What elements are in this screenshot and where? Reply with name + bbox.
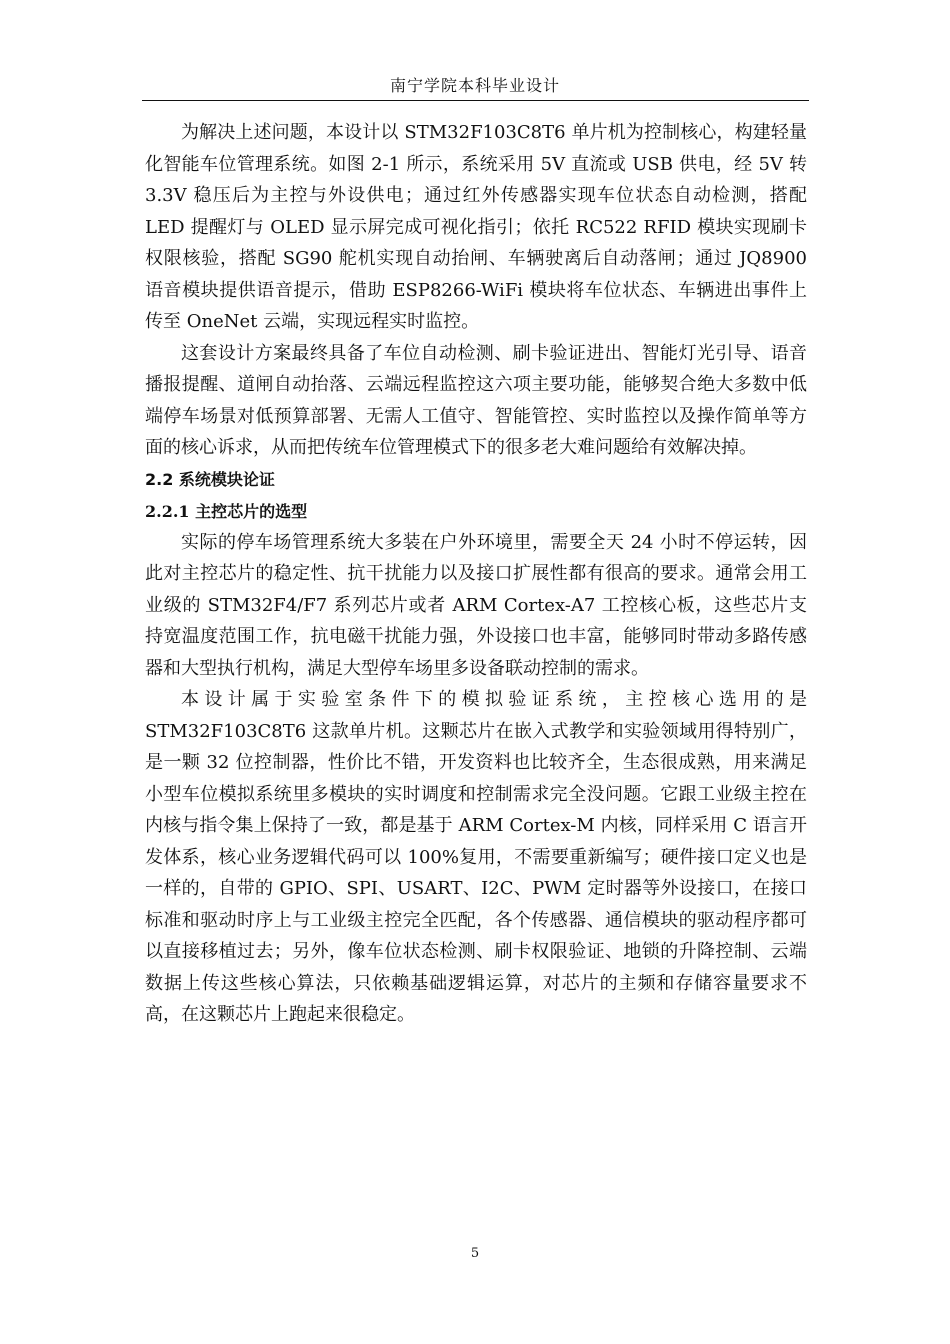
paragraph-system-overview: 为解决上述问题，本设计以 STM32F103C8T6 单片机为控制核心，构建轻量化智能车位管理系统。如图 2-1 所示，系统采用 5V 直流或 USB 供电，经 5V 转 3.3V 稳压后为主控与外设供电；通过红外传感器实现车位状态自动检测，搭配 LED 提醒灯与 OLED 显示屏完成可视化指引；依托 RC522 RFID 模块实现刷卡权限核验，搭配 SG90 舵机实现自动抬闸、车辆驶离后自动落闸；通过 JQ8900 语音模块提供语音提示，借助 ESP8266-WiFi 模块将车位状态、车辆进出事件上传至 OneNet 云端，实现远程实时监控。 [145, 122, 807, 332]
page-header-title: 南宁学院本科毕业设计 [389, 76, 560, 95]
document-body [145, 117, 807, 1031]
paragraph-function-summary: 这套设计方案最终具备了车位自动检测、刷卡验证进出、智能灯光引导、语音播报提醒、道闸自动抬落、云端远程监控这六项主要功能，能够契合绝大多数中低端停车场景对低预算部署、无需人工值守、智能管控、实时监控以及操作简单等方面的核心诉求，从而把传统车位管理模式下的很多老大难问题给有效解决掉。 [145, 342, 807, 458]
page-number: 5 [470, 1246, 480, 1261]
paragraph-chip-selection: 本设计属于实验室条件下的模拟验证系统，主控核心选用的是 STM32F103C8T6 这款单片机。这颗芯片在嵌入式教学和实验领域用得特别广，是一颗 32 位控制器，性价比不错，开发资料也比较齐全，生态很成熟，用来满足小型车位模拟系统里多模块的实时调度和控制需求完全没问题。它跟工业级主控在内核与指令集上保持了一致，都是基于 ARM Cortex-M 内核，同样采用 C 语言开发体系，核心业务逻辑代码可以 100%复用，不需要重新编写；硬件接口定义也是一样的，自带的 GPIO、SPI、USART、I2C、PWM 定时器等外设接口，在接口标准和驱动时序上与工业级主控完全匹配，各个传感器、通信模块的驱动程序都可以直接移植过去；另外，像车位状态检测、刷卡权限验证、地锁的升降控制、云端数据上传这些核心算法，只依赖基础逻辑运算，对芯片的主频和存储容量要求不高，在这颗芯片上跑起来很稳定。 [145, 689, 807, 1025]
paragraph-industrial-requirements: 实际的停车场管理系统大多装在户外环境里，需要全天 24 小时不停运转，因此对主控芯片的稳定性、抗干扰能力以及接口扩展性都有很高的要求。通常会用工业级的 STM32F4/F7 系列芯片或者 ARM Cortex-A7 工控核心板，这些芯片支持宽温度范围工作，抗电磁干扰能力强，外设接口也丰富，能够同时带动多路传感器和大型执行机构，满足大型停车场里多设备联动控制的需求。 [145, 531, 807, 679]
subsection-heading: 2.2.1 主控芯片的选型 [145, 501, 308, 521]
header-divider [142, 100, 809, 101]
section-heading: 2.2 系统模块论证 [145, 469, 275, 489]
